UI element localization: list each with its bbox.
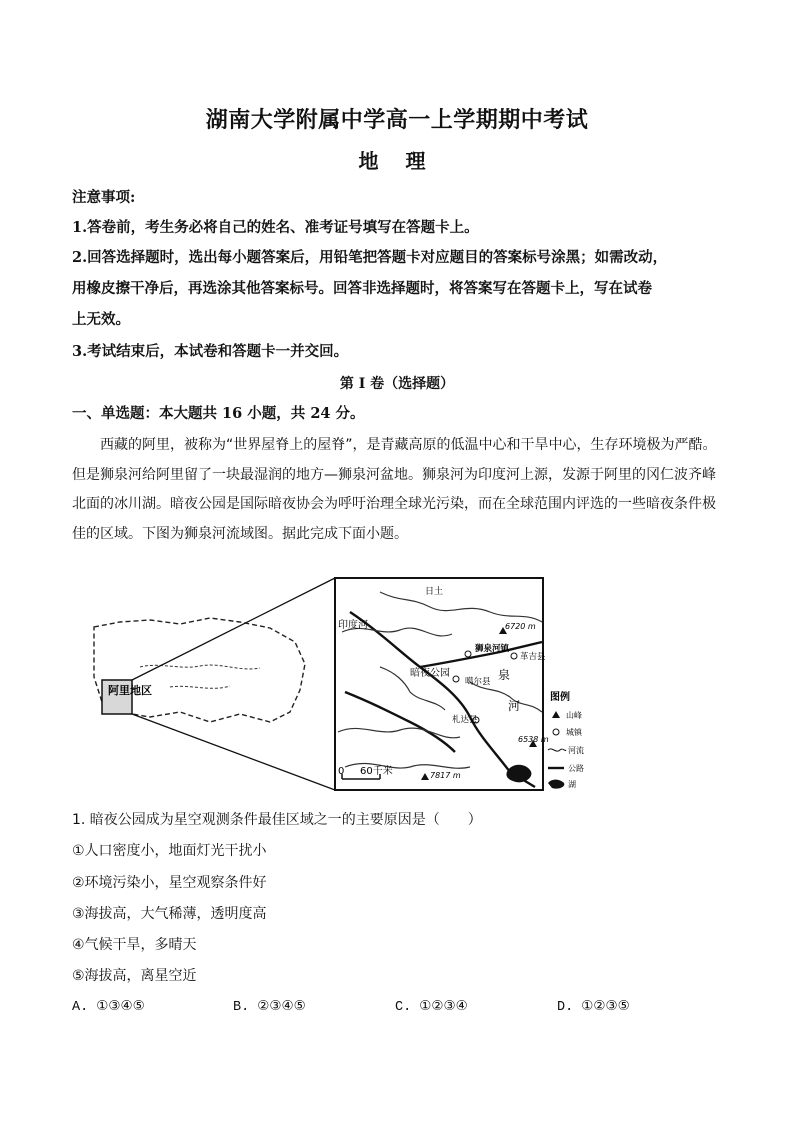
- label-town: 狮泉河镇: [475, 644, 510, 654]
- scale-zero: 0: [338, 766, 345, 777]
- notes-item-1: 1.答卷前，考生务必将自己的姓名、准考证号填写在答题卡上。: [72, 219, 479, 236]
- passage-line: 但是狮泉河给阿里留了一块最湿润的地方—狮泉河盆地。狮泉河为印度河上源，发源于阿里的冈仁波齐峰: [72, 466, 716, 483]
- region-label: 阿里地区: [108, 684, 152, 697]
- legend-title: 图例: [550, 692, 570, 703]
- legend-item: 城镇: [566, 728, 582, 737]
- notes-item-2-line-1: 2.回答选择题时，选出每小题答案后，用铅笔把答题卡对应题目的答案标号涂黑；如需改动，: [72, 249, 668, 266]
- notes-heading: 注意事项:: [72, 189, 136, 206]
- label-zhada: 札达县: [452, 715, 478, 725]
- zoom-line-bottom: [132, 714, 335, 790]
- zoom-line-top: [132, 578, 335, 680]
- notes-item-3: 3.考试结束后，本试卷和答题卡一并交回。: [72, 343, 349, 360]
- label-peak-3: 7817 m: [430, 771, 461, 780]
- passage-line: 北面的冰川湖。暗夜公园是国际暗夜协会为呼吁治理全球光污染，而在全球范围内评选的一些暗夜条件极: [72, 496, 716, 512]
- town-icon: [553, 729, 559, 735]
- shiquan-river-map: [80, 572, 600, 797]
- passage-line: 佳的区域。下图为狮泉河流域图。据此完成下面小题。: [72, 525, 408, 542]
- scale-label: 60千米: [360, 766, 393, 777]
- town-icon: [465, 651, 471, 657]
- legend-item: 公路: [568, 764, 584, 773]
- question-1-stem: 1. 暗夜公园成为星空观测条件最佳区域之一的主要原因是（ ）: [72, 812, 482, 828]
- passage: [72, 433, 724, 551]
- option-b: B. ②③④⑤: [233, 1000, 306, 1015]
- section-part: 一、单选题：本大题共 16 小题，共 24 分。: [72, 405, 365, 422]
- label-river-char-2: 河: [508, 699, 521, 713]
- label-indus: 印度河: [338, 620, 368, 631]
- legend-item: 河流: [568, 746, 584, 755]
- label-park: 暗夜公园: [410, 668, 450, 679]
- option-c: C. ①②③④: [395, 1000, 468, 1015]
- legend-item: 湖: [568, 780, 576, 789]
- town-icon: [511, 653, 517, 659]
- section-volume: 第 I 卷（选择题）: [339, 376, 455, 392]
- statement-3: ③海拔高，大气稀薄，透明度高: [72, 906, 267, 922]
- page-title: 湖南大学附属中学高一上学期期中考试: [205, 107, 589, 133]
- label-gar: 噶尔县: [465, 677, 491, 687]
- statement-4: ④气候干旱，多晴天: [72, 937, 197, 953]
- notes-item-2-line-3: 上无效。: [72, 311, 130, 328]
- statement-2: ②环境污染小，星空观察条件好: [72, 875, 267, 891]
- label-peak-2: 6538 m: [518, 735, 549, 744]
- town-icon: [453, 676, 459, 682]
- option-a: A. ①③④⑤: [72, 1000, 145, 1015]
- label-river-char: 泉: [498, 668, 511, 682]
- statement-5: ⑤海拔高，离星空近: [72, 968, 197, 984]
- notes-item-2-line-2: 用橡皮擦干净后，再选涂其他答案标号。回答非选择题时，将答案写在答题卡上，写在试卷: [72, 280, 652, 297]
- statement-1: ①人口密度小，地面灯光干扰小: [72, 843, 267, 859]
- label-peak-1: 6720 m: [505, 622, 536, 631]
- lake-icon: [548, 780, 564, 789]
- legend: [548, 690, 584, 789]
- river-icon: [548, 749, 566, 751]
- option-d: D. ①②③⑤: [557, 1000, 630, 1015]
- label-county-ge: 革吉县: [520, 652, 546, 662]
- legend-item: 山峰: [566, 711, 582, 720]
- subject-title: 地 理: [358, 149, 436, 173]
- passage-line: 西藏的阿里，被称为“世界屋脊上的屋脊”，是青藏高原的低温中心和干旱中心，生存环境极为严酷。: [100, 437, 717, 453]
- peak-icon: [552, 711, 560, 718]
- label-top: 日土: [425, 587, 444, 597]
